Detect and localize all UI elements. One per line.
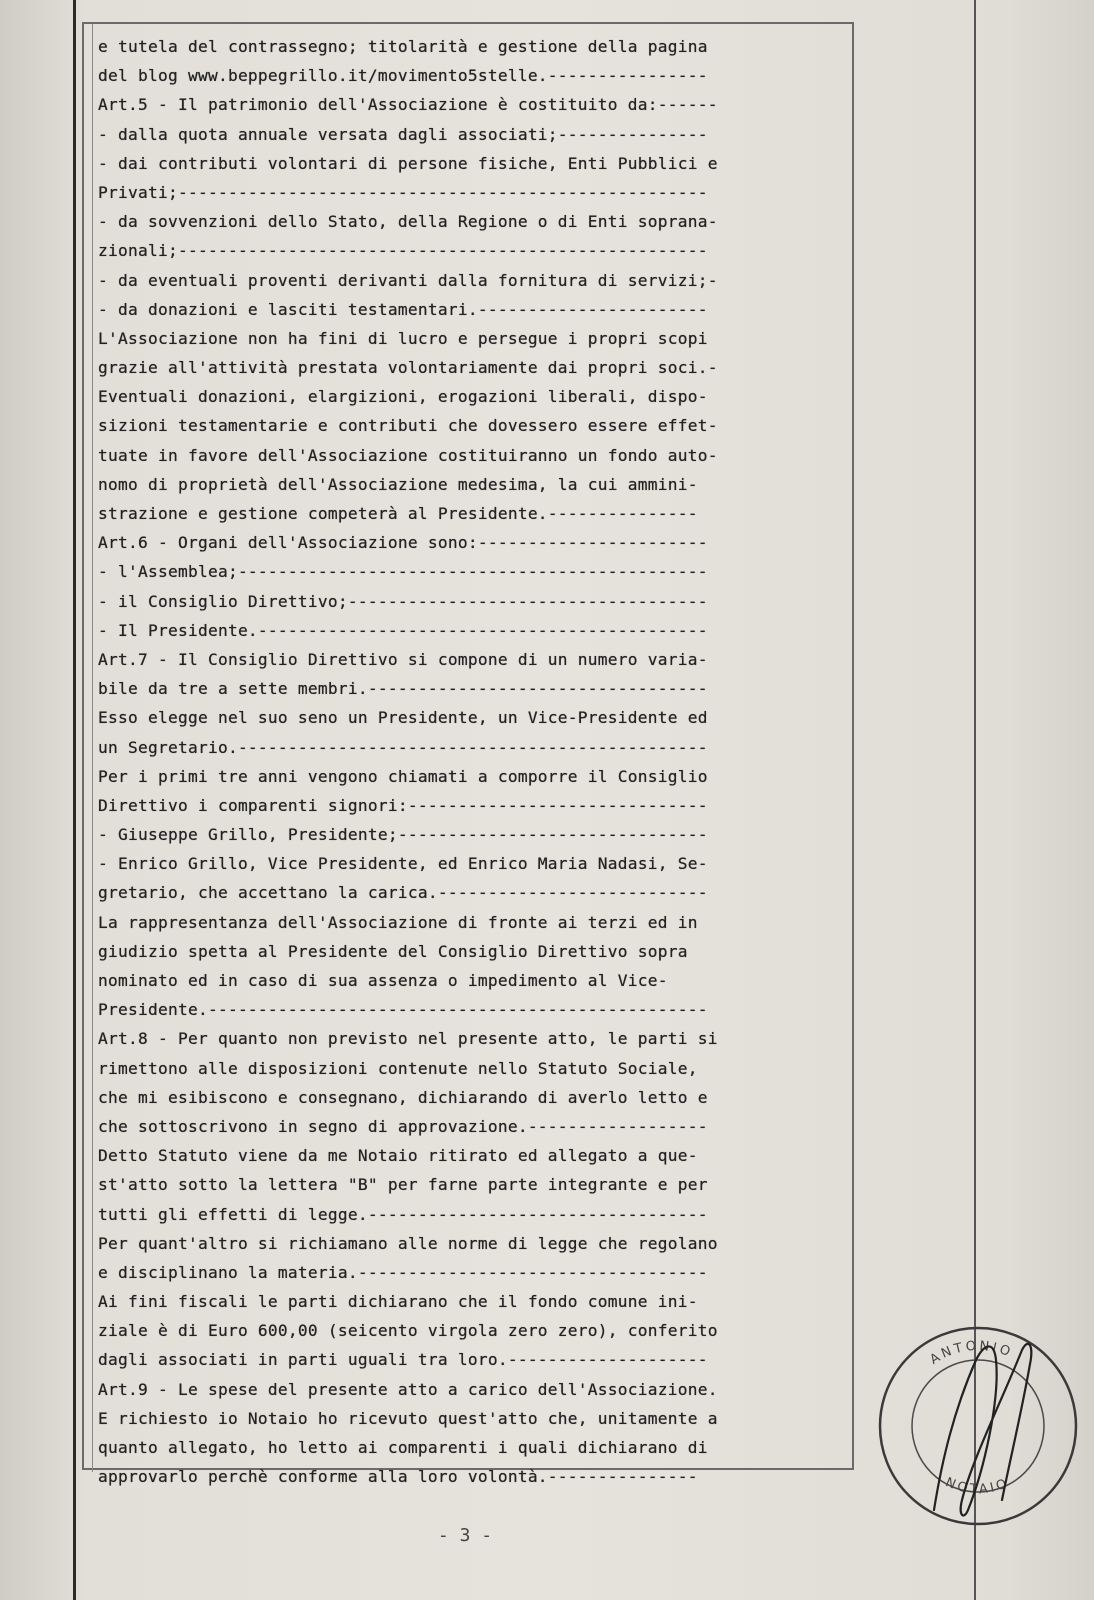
inner-margin-rule — [92, 24, 93, 1472]
document-line: un Segretario.----------------------------------------------- — [98, 737, 708, 757]
document-body — [98, 32, 850, 1491]
document-line: e tutela del contrassegno; titolarità e gestione della pagina — [98, 37, 708, 56]
left-margin-rule — [73, 0, 76, 1600]
seal-text-top: ANTONIO — [927, 1338, 1015, 1368]
document-line: strazione e gestione competerà al Presidente.--------------- — [98, 504, 698, 523]
document-line: Art.7 - Il Consiglio Direttivo si compone di un numero varia- — [98, 649, 708, 669]
document-line: - il Consiglio Direttivo;------------------------------------ — [98, 591, 708, 611]
document-line: e disciplinano la materia.----------------------------------- — [98, 1262, 708, 1282]
document-line: giudizio spetta al Presidente del Consiglio Direttivo sopra — [98, 941, 688, 961]
page-number: - 3 - — [437, 1525, 493, 1546]
document-line: - dai contributi volontari di persone fisiche, Enti Pubblici e — [98, 153, 718, 173]
document-line: Art.8 - Per quanto non previsto nel presente atto, le parti si — [98, 1029, 718, 1049]
seal-inner-ring — [912, 1360, 1044, 1492]
document-line: Art.9 - Le spese del presente atto a carico dell'Associazione. — [98, 1379, 718, 1399]
document-line: E richiesto io Notaio ho ricevuto quest'atto che, unitamente a — [98, 1408, 718, 1428]
document-line: Privati;----------------------------------------------------- — [98, 182, 708, 202]
document-line: Presidente.-------------------------------------------------- — [98, 1000, 708, 1020]
document-line: nomo di proprietà dell'Associazione medesima, la cui ammini- — [98, 474, 698, 494]
document-line: rimettono alle disposizioni contenute nello Statuto Sociale, — [98, 1058, 698, 1078]
document-line: Per i primi tre anni vengono chiamati a comporre il Consiglio — [98, 766, 708, 786]
document-line: approvarlo perchè conforme alla loro volontà.--------------- — [98, 1467, 698, 1487]
document-line: - l'Assemblea;----------------------------------------------- — [98, 562, 708, 582]
document-line: Per quant'altro si richiamano alle norme di legge che regolano — [98, 1233, 718, 1253]
document-line: ziale è di Euro 600,00 (seicento virgola zero zero), conferito — [98, 1321, 718, 1341]
document-line: Direttivo i comparenti signori:------------------------------ — [98, 795, 708, 815]
document-line: quanto allegato, ho letto ai comparenti i quali dichiarano di — [98, 1438, 708, 1457]
document-line: Ai fini fiscali le parti dichiarano che il fondo comune ini- — [98, 1292, 698, 1312]
document-line: Eventuali donazioni, elargizioni, erogazioni liberali, dispo- — [98, 387, 708, 407]
notary-seal — [872, 1320, 1084, 1532]
document-line: - da donazioni e lasciti testamentari.----------------------- — [98, 299, 708, 319]
document-line: - dalla quota annuale versata dagli associati;--------------- — [98, 124, 708, 144]
document-line: - Il Presidente.--------------------------------------------- — [98, 620, 708, 640]
document-line: L'Associazione non ha fini di lucro e persegue i propri scopi — [98, 328, 708, 348]
seal-text-bottom: NOTAIO — [943, 1475, 1012, 1498]
document-line: zionali;----------------------------------------------------- — [98, 241, 708, 261]
document-line: Art.5 - Il patrimonio dell'Associazione è costituito da:------ — [98, 95, 718, 115]
document-line: dagli associati in parti uguali tra loro.-------------------- — [98, 1350, 708, 1370]
document-line: del blog www.beppegrillo.it/movimento5stelle.---------------- — [98, 66, 708, 86]
document-line: tutti gli effetti di legge.---------------------------------- — [98, 1204, 708, 1224]
document-line: gretario, che accettano la carica.--------------------------- — [98, 883, 708, 903]
document-line: Esso elegge nel suo seno un Presidente, un Vice-Presidente ed — [98, 708, 708, 728]
document-line: tuate in favore dell'Associazione costituiranno un fondo auto- — [98, 445, 718, 465]
document-line: bile da tre a sette membri.---------------------------------- — [98, 679, 708, 699]
document-line: st'atto sotto la lettera "B" per farne parte integrante e per — [98, 1175, 708, 1195]
document-line: Detto Statuto viene da me Notaio ritirato ed allegato a que- — [98, 1146, 698, 1166]
document-line: sizioni testamentarie e contributi che dovessero essere effet- — [98, 416, 718, 436]
document-line: grazie all'attività prestata volontariamente dai propri soci.- — [98, 358, 718, 378]
text-frame — [82, 22, 854, 1487]
document-line: - Giuseppe Grillo, Presidente;------------------------------- — [98, 825, 708, 845]
document-line: che sottoscrivono in segno di approvazione.------------------ — [98, 1116, 708, 1136]
document-line: nominato ed in caso di sua assenza o impedimento al Vice- — [98, 971, 668, 990]
document-line: La rappresentanza dell'Associazione di fronte ai terzi ed in — [98, 912, 698, 932]
document-line: - da sovvenzioni dello Stato, della Regione o di Enti soprana- — [98, 212, 718, 232]
document-line: - Enrico Grillo, Vice Presidente, ed Enrico Maria Nadasi, Se- — [98, 854, 708, 874]
document-line: che mi esibiscono e consegnano, dichiarando di averlo letto e — [98, 1087, 708, 1107]
document-line: Art.6 - Organi dell'Associazione sono:----------------------- — [98, 533, 708, 553]
document-line: - da eventuali proventi derivanti dalla fornitura di servizi;- — [98, 270, 718, 290]
